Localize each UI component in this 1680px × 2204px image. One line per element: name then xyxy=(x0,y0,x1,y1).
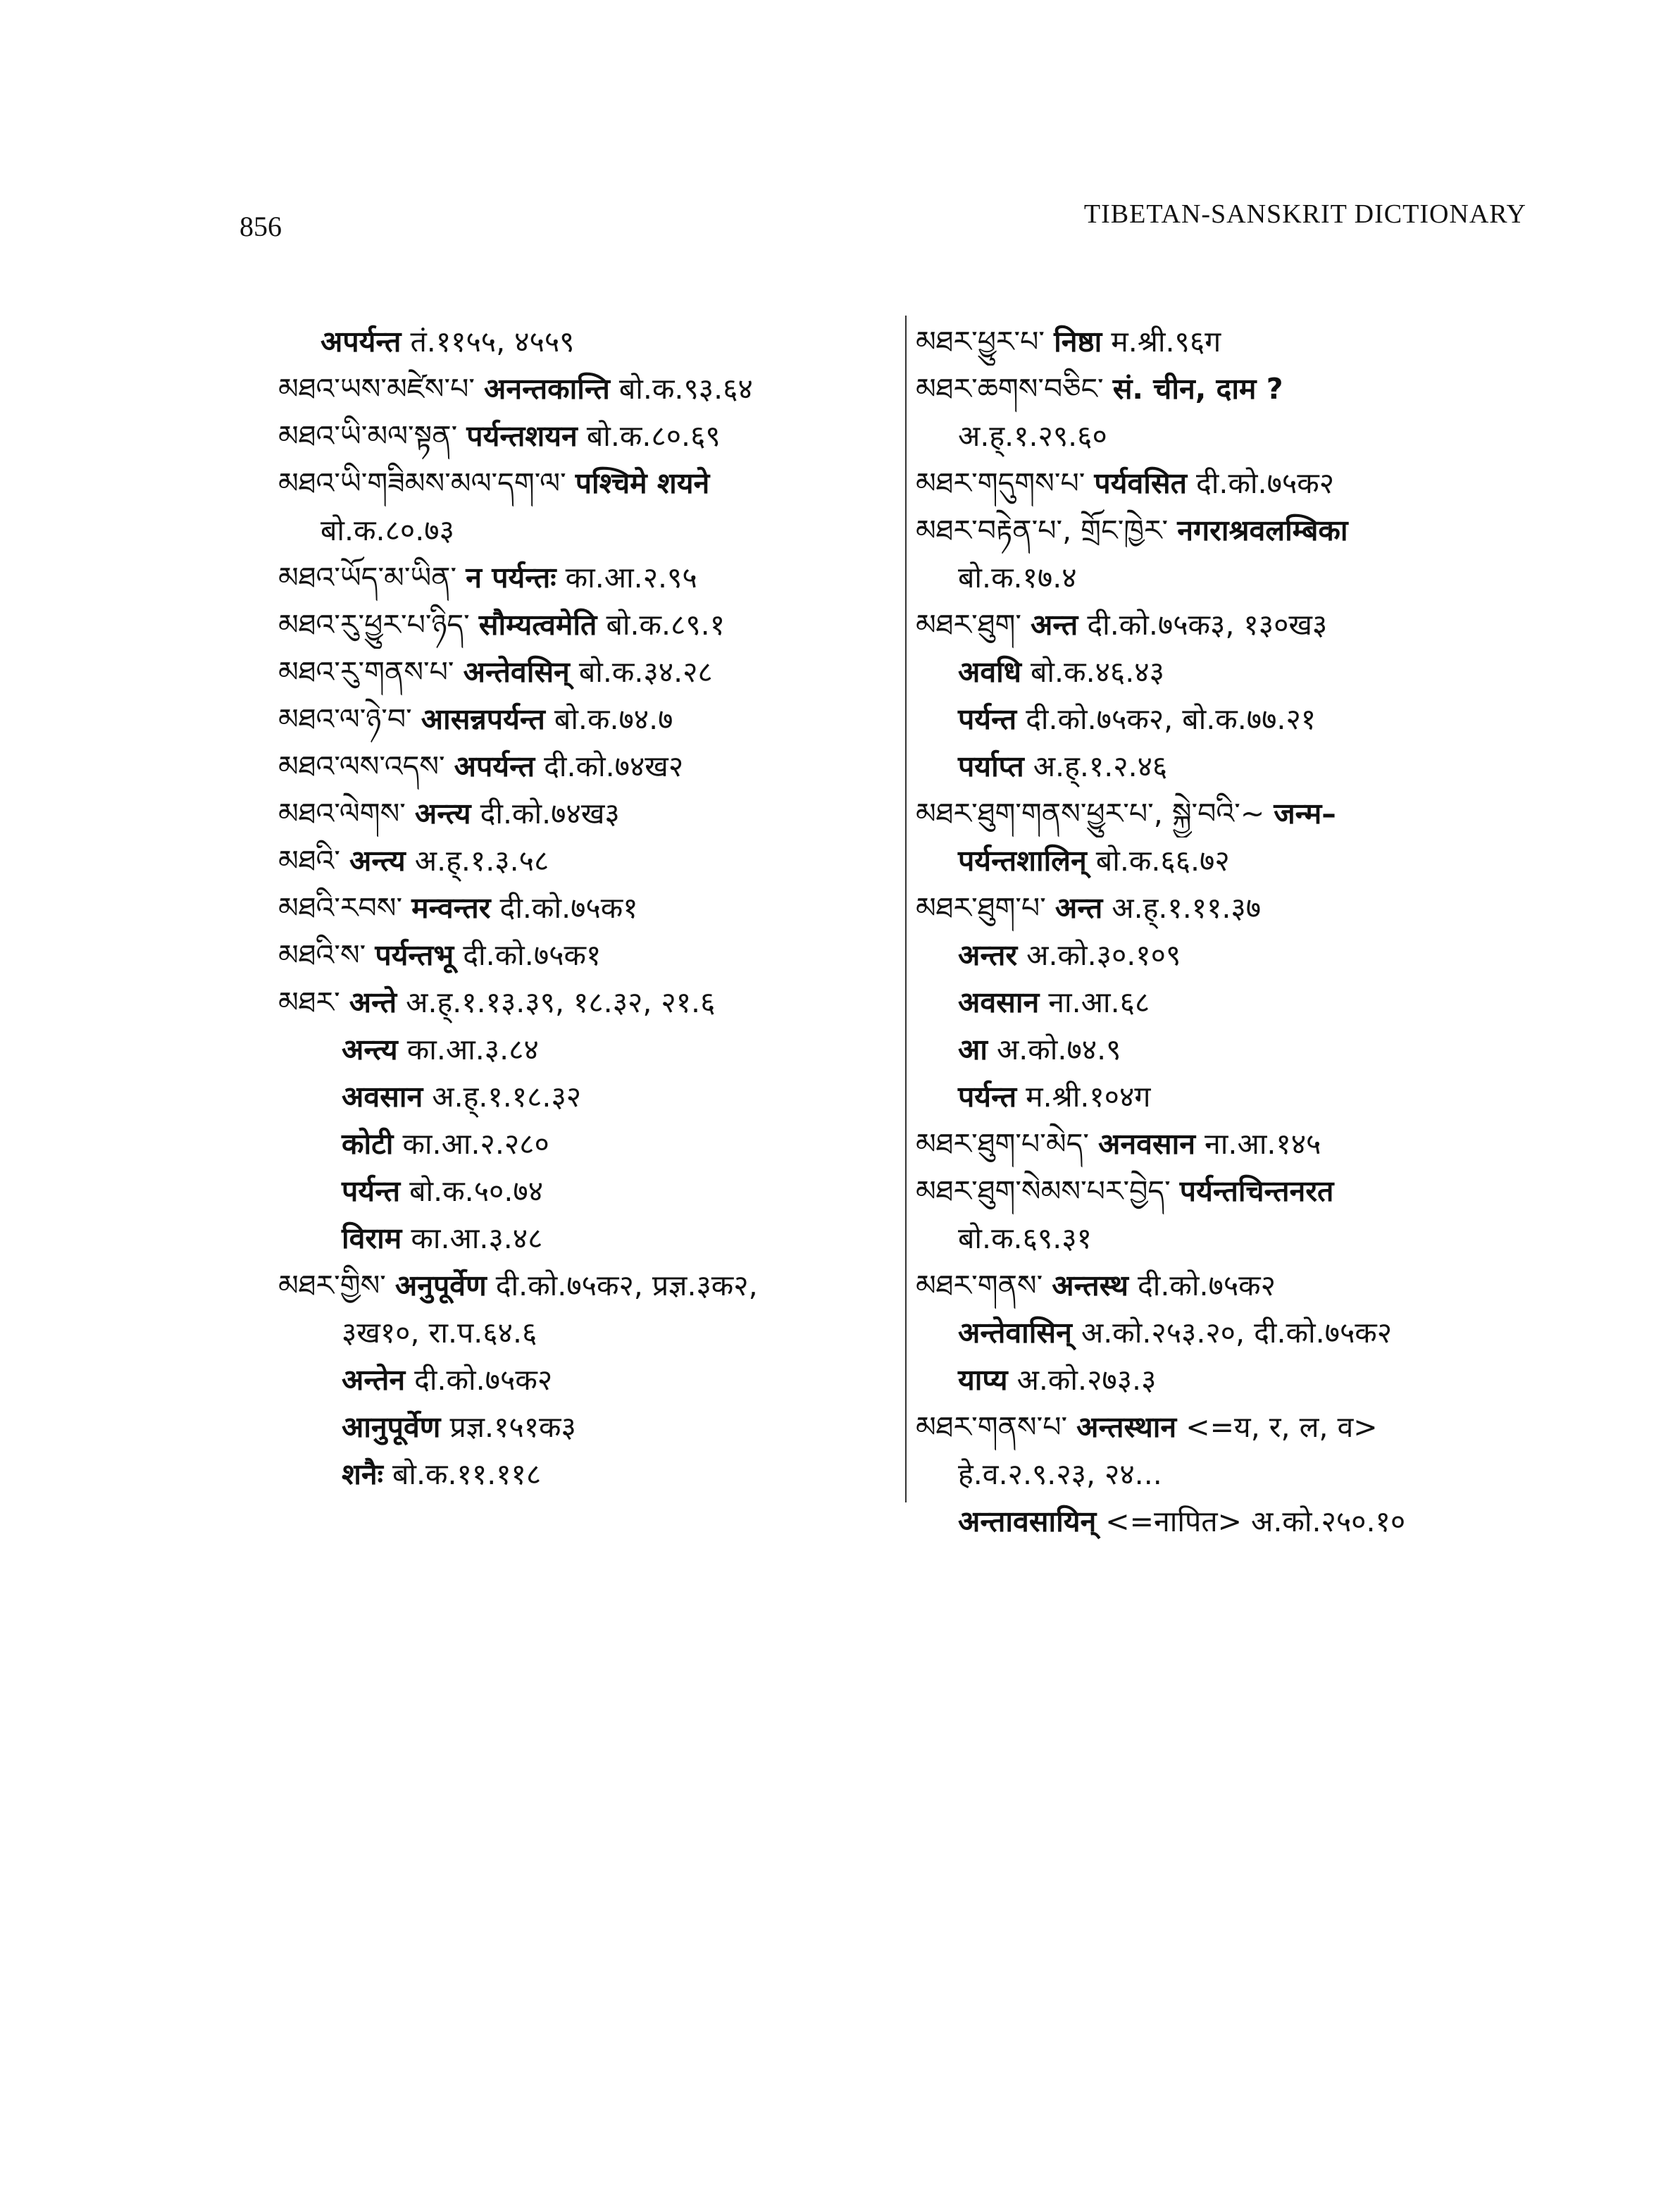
sanskrit-equivalent: पर्यन्तचिन्तनरत xyxy=(1179,1174,1334,1208)
source-reference: दी.को.७५क२, बो.क.७७.२१ xyxy=(1026,702,1317,736)
dictionary-entry-line xyxy=(278,790,898,838)
tibetan-headword: མཐའ་ཡོད་མ་ཡིན་ xyxy=(278,561,457,594)
sanskrit-equivalent: अन्ते xyxy=(349,985,397,1019)
source-reference: बो.क.७४.७ xyxy=(554,702,673,736)
source-reference: <=नापित> अ.को.२५०.१० xyxy=(1105,1505,1406,1538)
dictionary-entry-line xyxy=(916,743,1522,790)
source-reference: दी.को.७५क२, प्रज्ञ.३क२, xyxy=(495,1269,758,1302)
sanskrit-equivalent: कोटी xyxy=(342,1127,394,1161)
dictionary-entry-line xyxy=(278,554,898,602)
running-head: TIBETAN-SANSKRIT DICTIONARY xyxy=(1083,199,1526,229)
sanskrit-equivalent: सौम्यत्वमेति xyxy=(478,608,597,642)
dictionary-entry-line xyxy=(278,1262,898,1309)
source-reference: म.श्री.१०४ग xyxy=(1026,1080,1151,1114)
source-reference: दी.को.७५क१ xyxy=(463,938,602,972)
tibetan-headword: མཐའི་ས་ xyxy=(278,938,366,972)
dictionary-entry-line xyxy=(916,1357,1522,1404)
dictionary-entry-line xyxy=(916,554,1522,602)
source-reference: बो.क.८०.६९ xyxy=(586,419,721,453)
dictionary-entry-line xyxy=(916,1121,1522,1168)
sanskrit-equivalent: विराम xyxy=(342,1221,402,1255)
sanskrit-equivalent: आनुपूर्वेण xyxy=(342,1410,441,1444)
dictionary-entry-line xyxy=(916,318,1522,366)
sanskrit-equivalent: अन्तावसायिन् xyxy=(958,1505,1097,1538)
source-reference: दी.को.७५क२ xyxy=(414,1363,553,1397)
sanskrit-equivalent: अन्त xyxy=(1054,891,1103,925)
source-reference: का.आ.२.९५ xyxy=(565,561,697,594)
tibetan-headword: མཐར་ཐུག་པ་མེད་ xyxy=(916,1127,1089,1161)
tibetan-headword: མཐར་ཐུག་ xyxy=(916,608,1021,642)
dictionary-entry-line xyxy=(278,1168,898,1215)
dictionary-entry-line xyxy=(278,318,898,366)
dictionary-entry-line xyxy=(278,460,898,507)
dictionary-entry-line xyxy=(278,932,898,979)
source-reference: अ.को.२७३.३ xyxy=(1016,1363,1157,1397)
dictionary-entry-line xyxy=(278,1404,898,1451)
tibetan-headword: མཐའི་ xyxy=(278,844,340,878)
page-number: 856 xyxy=(239,211,282,242)
dictionary-entry-line xyxy=(278,1309,898,1357)
dictionary-entry-line xyxy=(916,1168,1522,1215)
source-reference: का.आ.३.८४ xyxy=(406,1033,539,1066)
sanskrit-equivalent: पर्यन्त xyxy=(958,1080,1017,1114)
tibetan-headword: མཐར་ཕྱུར་པ་ xyxy=(916,325,1045,359)
dictionary-entry-line xyxy=(916,932,1522,979)
source-reference: बो.क.९३.६४ xyxy=(618,372,753,406)
source-reference: दी.को.७४ख३ xyxy=(480,797,620,830)
tibetan-headword: མཐའི་རབས་ xyxy=(278,891,403,925)
tibetan-headword: མཐའ་རུ་ཕྱུར་པ་ཉིད་ xyxy=(278,608,470,642)
dictionary-entry-line xyxy=(278,1073,898,1121)
source-reference: ना.आ.१४५ xyxy=(1205,1127,1321,1161)
tibetan-headword: མཐའ་ལས་འདས་ xyxy=(278,749,445,783)
source-reference: बो.क.११.११८ xyxy=(392,1457,542,1491)
sanskrit-equivalent: पर्यवसित xyxy=(1094,466,1187,500)
source-reference: ना.आ.६८ xyxy=(1048,985,1150,1019)
dictionary-entry-line xyxy=(278,885,898,932)
sanskrit-equivalent: पर्यन्त xyxy=(342,1174,401,1208)
sanskrit-equivalent: जन्म– xyxy=(1274,797,1336,830)
dictionary-entry-line xyxy=(916,838,1522,885)
source-reference: अ.ह्.१.१३.३९, १८.३२, २१.६ xyxy=(406,985,716,1019)
dictionary-entry-line xyxy=(278,366,898,413)
sanskrit-equivalent: पर्यन्तशालिन् xyxy=(958,844,1087,878)
source-reference: अ.ह्.१.१८.३२ xyxy=(432,1080,582,1114)
dictionary-entry-line xyxy=(278,1121,898,1168)
source-reference: बो.क.६६.७२ xyxy=(1095,844,1230,878)
source-reference: दी.को.७५क२ xyxy=(1196,466,1335,500)
dictionary-entry-line xyxy=(278,1215,898,1262)
dictionary-entry-line xyxy=(916,1215,1522,1262)
dictionary-entry-line xyxy=(916,649,1522,696)
source-reference: अ.ह्.१.११.३७ xyxy=(1112,891,1262,925)
column-divider xyxy=(905,316,907,1502)
source-reference: दी.को.७५क१ xyxy=(499,891,638,925)
sanskrit-equivalent: अवसान xyxy=(342,1080,423,1114)
dictionary-entry-line xyxy=(916,1498,1522,1545)
source-reference: दी.को.७५क३, १३०ख३ xyxy=(1087,608,1328,642)
source-reference: बो.क.८०.७३ xyxy=(321,513,454,547)
dictionary-entry-line xyxy=(916,1404,1522,1451)
dictionary-entry-line xyxy=(916,413,1522,460)
source-reference: का.आ.३.४८ xyxy=(411,1221,543,1255)
source-reference: बो.क.१७.४ xyxy=(958,561,1077,594)
sanskrit-equivalent: नगराश्रवलम्बिका xyxy=(1177,513,1348,547)
right-column xyxy=(916,318,1522,1545)
dictionary-entry-line xyxy=(278,743,898,790)
left-column xyxy=(278,318,898,1498)
dictionary-entry-line xyxy=(916,696,1522,743)
dictionary-entry-line xyxy=(278,602,898,649)
source-reference: अ.को.२५३.२०, दी.को.७५क२ xyxy=(1081,1316,1393,1350)
tibetan-headword: མཐའ་རུ་གནས་པ་ xyxy=(278,655,454,689)
sanskrit-equivalent: पश्चिमे शयने xyxy=(575,466,710,500)
sanskrit-equivalent: सं. चीन, दाम ? xyxy=(1112,372,1283,406)
source-reference: अ.ह्.१.२.४६ xyxy=(1033,749,1168,783)
dictionary-entry-line xyxy=(916,885,1522,932)
source-reference: अ.ह्.१.२९.६० xyxy=(958,419,1107,453)
dictionary-entry-line xyxy=(916,979,1522,1026)
sanskrit-equivalent: अन्तेवसिन् xyxy=(463,655,570,689)
sanskrit-equivalent: पर्यन्तशयन xyxy=(466,419,578,453)
source-reference: बो.क.४६.४३ xyxy=(1031,655,1164,689)
dictionary-entry-line xyxy=(278,1026,898,1073)
sanskrit-equivalent: अन्तस्थ xyxy=(1052,1269,1128,1302)
source-reference: बो.क.६९.३१ xyxy=(958,1221,1092,1255)
dictionary-entry-line xyxy=(916,790,1522,838)
sanskrit-equivalent: अनवसान xyxy=(1098,1127,1195,1161)
source-reference: हे.व.२.९.२३, २४... xyxy=(958,1457,1162,1491)
dictionary-entry-line xyxy=(278,979,898,1026)
source-reference: दी.को.७५क२ xyxy=(1137,1269,1276,1302)
sanskrit-equivalent: अन्त xyxy=(1030,608,1078,642)
sanskrit-equivalent: अपर्यन्त xyxy=(454,749,535,783)
dictionary-entry-line xyxy=(278,507,898,554)
source-reference: अ.को.३०.१०९ xyxy=(1026,938,1181,972)
source-reference: बो.क.३४.२८ xyxy=(578,655,713,689)
dictionary-entry-line xyxy=(916,1026,1522,1073)
source-reference: अ.ह्.१.३.५८ xyxy=(414,844,549,878)
source-reference: ३ख१०, रा.प.६४.६ xyxy=(342,1316,537,1350)
tibetan-headword: མཐར་ཐུག་སེམས་པར་བྱེད་ xyxy=(916,1174,1171,1208)
dictionary-entry-line xyxy=(916,460,1522,507)
dictionary-entry-line xyxy=(916,507,1522,554)
sanskrit-equivalent: आ xyxy=(958,1033,988,1066)
sanskrit-equivalent: आसन्नपर्यन्त xyxy=(421,702,545,736)
sanskrit-equivalent: अनन्तकान्ति xyxy=(484,372,610,406)
dictionary-entry-line xyxy=(278,696,898,743)
dictionary-entry-line xyxy=(916,1451,1522,1498)
tibetan-headword: མཐའ་ལེགས་ xyxy=(278,797,406,830)
tibetan-headword: མཐར་གནས་ xyxy=(916,1269,1043,1302)
dictionary-entry-line xyxy=(916,366,1522,413)
tibetan-headword: མཐར་གདུགས་པ་ xyxy=(916,466,1085,500)
source-reference: बो.क.५०.७४ xyxy=(409,1174,544,1208)
sanskrit-equivalent: पर्यन्तभू xyxy=(375,938,454,972)
tibetan-headword: མཐར་ཐུག་གནས་ཕྱུར་པ་, སྐྱེ་བའི་~ xyxy=(916,797,1265,830)
tibetan-headword: མཐར་གྱིས་ xyxy=(278,1269,386,1302)
sanskrit-equivalent: पर्यन्त xyxy=(958,702,1017,736)
tibetan-headword: མཐའ་ཡས་མཛེས་པ་ xyxy=(278,372,475,406)
source-reference: प्रज्ञ.१५१क३ xyxy=(449,1410,576,1444)
source-reference: अ.को.७४.९ xyxy=(996,1033,1121,1066)
source-reference: म.श्री.९६ग xyxy=(1111,325,1221,359)
sanskrit-equivalent: मन्वन्तर xyxy=(411,891,491,925)
sanskrit-equivalent: अन्त्य xyxy=(349,844,406,878)
sanskrit-equivalent: अन्त्य xyxy=(414,797,471,830)
sanskrit-equivalent: याप्य xyxy=(958,1363,1008,1397)
sanskrit-equivalent: न पर्यन्तः xyxy=(466,561,556,594)
tibetan-headword: མཐའ་ལ་ཉེ་བ་ xyxy=(278,702,412,736)
sanskrit-equivalent: अवधि xyxy=(958,655,1021,689)
dictionary-entry-line xyxy=(916,1309,1522,1357)
sanskrit-equivalent: अन्तेवासिन् xyxy=(958,1316,1072,1350)
sanskrit-equivalent: निष्ठा xyxy=(1054,325,1102,359)
dictionary-entry-line xyxy=(278,1357,898,1404)
sanskrit-equivalent: पर्याप्त xyxy=(958,749,1024,783)
tibetan-headword: མཐར་ཆགས་བཅིང་ xyxy=(916,372,1104,406)
source-reference: बो.क.८९.१ xyxy=(606,608,726,642)
dictionary-entry-line xyxy=(916,1073,1522,1121)
dictionary-entry-line xyxy=(278,1451,898,1498)
sanskrit-equivalent: अपर्यन्त xyxy=(321,325,402,359)
dictionary-entry-line xyxy=(278,413,898,460)
source-reference: का.आ.२.२८० xyxy=(402,1127,549,1161)
tibetan-headword: མཐའ་ཡི་གཟིམས་མལ་དག་ལ་ xyxy=(278,466,566,500)
sanskrit-equivalent: शनैः xyxy=(342,1457,383,1491)
source-reference: दी.को.७४ख२ xyxy=(544,749,684,783)
dictionary-entry-line xyxy=(916,602,1522,649)
dictionary-entry-line xyxy=(916,1262,1522,1309)
sanskrit-equivalent: अवसान xyxy=(958,985,1040,1019)
sanskrit-equivalent: अन्तर xyxy=(958,938,1018,972)
dictionary-entry-line xyxy=(278,649,898,696)
tibetan-headword: མཐར་ཐུག་པ་ xyxy=(916,891,1046,925)
sanskrit-equivalent: अन्त्य xyxy=(342,1033,398,1066)
sanskrit-equivalent: अन्तेन xyxy=(342,1363,406,1397)
source-reference: <=य, र, ल, व> xyxy=(1186,1410,1378,1444)
tibetan-headword: མཐར་ xyxy=(278,985,340,1019)
tibetan-headword: མཐར་བརྟེན་པ་, གྲོང་ཁྱེར་ xyxy=(916,513,1169,547)
tibetan-headword: མཐའ་ཡི་མལ་སྟན་ xyxy=(278,419,458,453)
sanskrit-equivalent: अन्तस्थान xyxy=(1076,1410,1177,1444)
dictionary-entry-line xyxy=(278,838,898,885)
sanskrit-equivalent: अनुपूर्वेण xyxy=(394,1269,487,1302)
tibetan-headword: མཐར་གནས་པ་ xyxy=(916,1410,1068,1444)
source-reference: तं.११५५, ४५५९ xyxy=(410,325,575,359)
